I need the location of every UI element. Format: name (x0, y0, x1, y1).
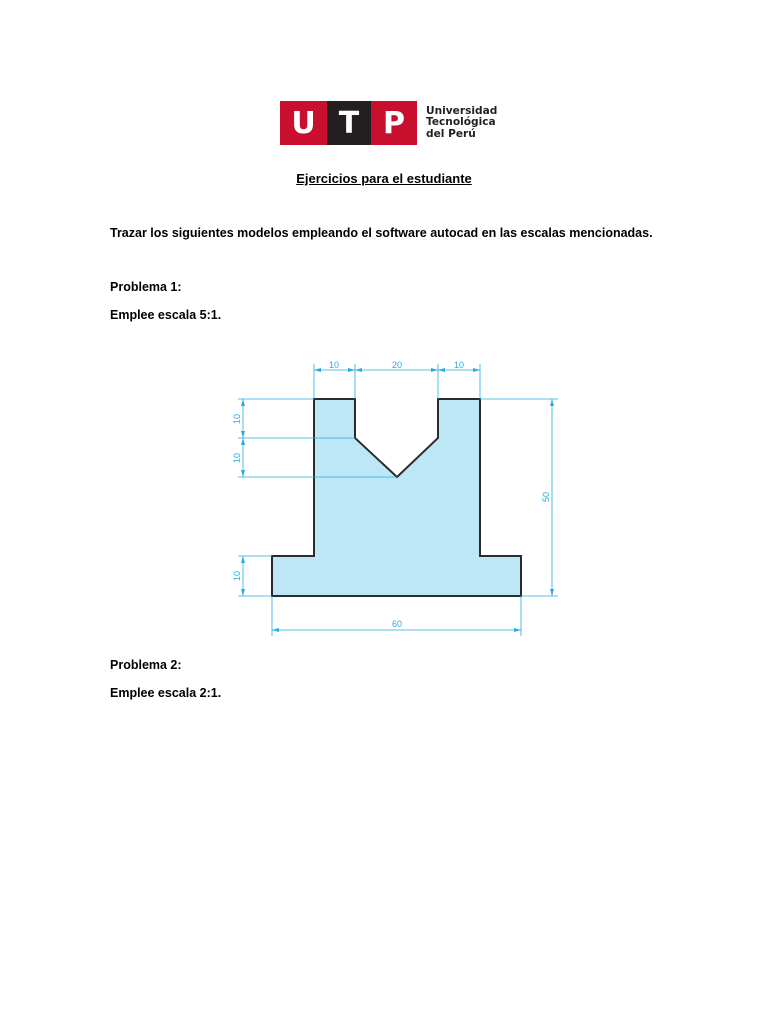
dim-top-right: 10 (453, 360, 465, 370)
dim-left-base: 10 (232, 570, 242, 582)
logo-letter-p: P (371, 101, 417, 145)
part-profile (272, 399, 521, 596)
page-heading: Ejercicios para el estudiante (296, 171, 472, 186)
problem-1-scale: Emplee escala 5:1. (110, 308, 222, 322)
dim-right-height: 50 (541, 491, 551, 503)
dim-left-lower: 10 (232, 452, 242, 464)
logo-name-line-2: Tecnológica (426, 116, 496, 129)
instructions-text: Trazar los siguientes modelos empleando el software autocad en las escalas mencionadas. (110, 226, 653, 240)
problem-1-title: Problema 1: (110, 280, 182, 294)
dim-top-left: 10 (328, 360, 340, 370)
logo-name-line-3: del Perú (426, 127, 476, 140)
dim-left-upper: 10 (232, 413, 242, 425)
logo-letter-t: T (327, 101, 371, 145)
problem-2-scale: Emplee escala 2:1. (110, 686, 222, 700)
problem-2-title: Problema 2: (110, 658, 182, 672)
logo-letter-u: U (280, 101, 327, 145)
dim-top-middle: 20 (391, 360, 403, 370)
logo-name-line-1: Universidad (426, 104, 498, 117)
dim-bottom-width: 60 (391, 619, 403, 629)
